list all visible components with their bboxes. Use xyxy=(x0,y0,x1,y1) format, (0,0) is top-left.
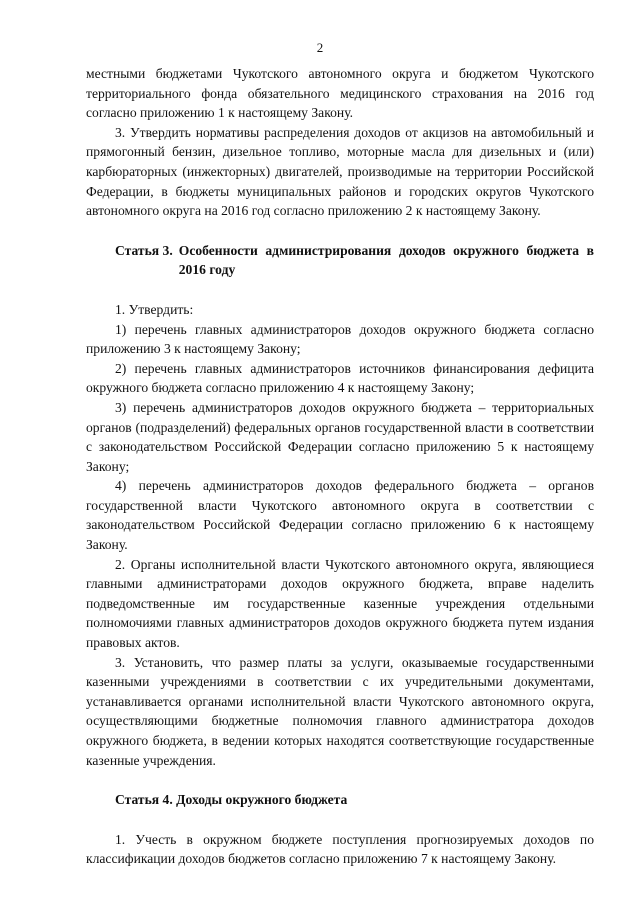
list-item-1: 1) перечень главных администраторов доходов окружного бюджета согласно приложению 3 к настоящему Закону; xyxy=(86,321,594,357)
list-item-4: 4) перечень администраторов доходов федерального бюджета – органов государственной власти Чукотского автономного округа в соответствии с законодательством Российской Федерации согласно приложению 6 к настоящему Закону. xyxy=(86,478,594,553)
paragraph-service-fees: 3. Установить, что размер платы за услуги, оказываемые государственными казенными учреждениями в соответствии с их учредительными документами, устанавливается органами исполнительной власти Чукотского автономного округа, осуществляющими бюджетные полномочия главного администратора доходов окружного бюджета, в ведении которых находятся соответствующие государственные казенные учреждения. xyxy=(86,654,594,768)
article-3-title: Особенности администрирования доходов окружного бюджета в 2016 году xyxy=(178,242,594,278)
paragraph-excise-norms: 3. Утвердить нормативы распределения доходов от акцизов на автомобильный и прямогонный бензин, дизельное топливо, моторные масла для дизельных и (или) карбюраторных (инжекторных) двигателей, производимые на территории Российской Федерации, в бюджеты муниципальных районов и городских округов Чукотского автономного округа на 2016 год согласно приложению 2 к настоящему Закону. xyxy=(86,124,594,219)
document-body xyxy=(86,64,594,869)
list-item-2: 2) перечень главных администраторов источников финансирования дефицита окружного бюджета согласно приложению 4 к настоящему Закону; xyxy=(86,360,594,396)
article-3-heading xyxy=(115,241,594,280)
paragraph-forecast-revenues: 1. Учесть в окружном бюджете поступления прогнозируемых доходов по классификации доходов бюджетов согласно приложению 7 к настоящему Закону. xyxy=(86,831,594,867)
paragraph-continuation: местными бюджетами Чукотского автономного округа и бюджетом Чукотского территориального фонда обязательного медицинского страхования на 2016 год согласно приложению 1 к настоящему Закону. xyxy=(86,66,594,121)
list-item-3: 3) перечень администраторов доходов окружного бюджета – территориальных органов (подразделений) федеральных органов государственной власти в соответствии с законодательством Российской Федерации согласно приложению 5 к настоящему Закону; xyxy=(86,399,594,474)
article-4-heading: Статья 4. Доходы окружного бюджета xyxy=(115,792,348,808)
article-3-number: Статья 3. xyxy=(115,242,173,258)
paragraph-approve: 1. Утвердить: xyxy=(115,301,194,317)
page-number: 2 xyxy=(316,40,324,55)
paragraph-executive-bodies: 2. Органы исполнительной власти Чукотского автономного округа, являющиеся главными администраторами доходов окружного бюджета, вправе наделить подведомственные им государственные казенные учреждения отдельными полномочиями главных администраторов доходов окружного бюджета путем издания правовых актов. xyxy=(86,556,594,651)
